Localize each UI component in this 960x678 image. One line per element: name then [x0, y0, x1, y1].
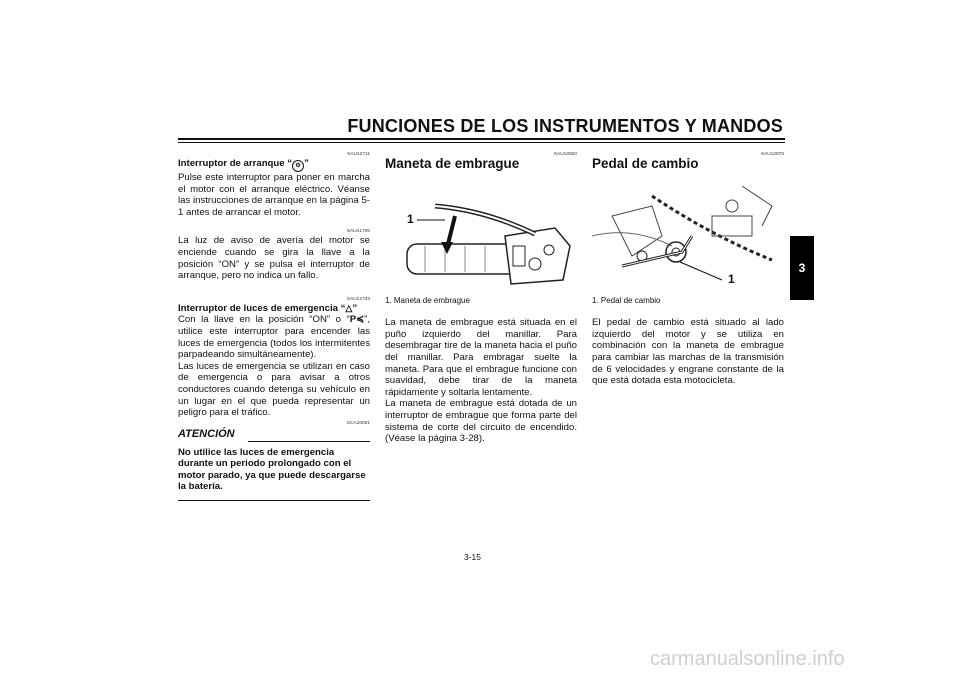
- section-code: SAU12820: [553, 152, 577, 157]
- figure-label: 1: [728, 271, 735, 286]
- clutch-lever-title: Maneta de embrague: [385, 156, 520, 171]
- watermark: carmanualsonline.info: [650, 648, 845, 670]
- hazard-triangle-icon: △: [345, 302, 353, 313]
- warning-end-rule: [178, 500, 370, 501]
- warning-text: No utilice las luces de emergencia durante un periodo prolongado con el motor parado, ya que puede descargarse la batería.: [178, 446, 366, 493]
- hazard-usage-paragraph: Las luces de emergencia se utilizan en caso de emergencia o para avisar a otros conductores cuando detenga su vehículo en un lugar en el que pueda representar un peligro para el tráfico.: [178, 360, 370, 419]
- shift-pedal-paragraph: El pedal de cambio está situado al lado izquierdo del motor y se utiliza en combinación con la maneta de embrague para cambiar las marchas de la transmisión de 6 velocidades y engrane constante de la que está dotada esta motocicleta.: [592, 317, 784, 387]
- engine-warning-paragraph: La luz de aviso de avería del motor se enciende cuando se gira la llave a la posición “ON” y se pulsa el interruptor de arranque, pero no indica un fallo.: [178, 235, 370, 282]
- clutch-paragraph-1: La maneta de embrague está situada en el puño izquierdo del manillar. Para desembragar tire de la maneta hacia el puño del manillar. Para embragar suelte la maneta. Para que el embrague funcione con suavidad, debe tirar de la maneta rápidamente y soltarla lentamente.: [385, 317, 577, 398]
- shift-pedal-figure: [592, 176, 784, 292]
- parking-icon: P≼: [349, 314, 365, 326]
- figure-label: 1: [407, 211, 414, 226]
- column-3: [592, 152, 784, 387]
- hazard-switch-heading: Interruptor de luces de emergencia “△”: [178, 302, 358, 314]
- page-title: FUNCIONES DE LOS INSTRUMENTOS Y MANDOS: [347, 116, 783, 136]
- header-rule: [178, 138, 785, 140]
- warning-rule: [248, 441, 370, 442]
- page-number: 3-15: [464, 552, 482, 562]
- section-code: SCA10061: [346, 420, 370, 426]
- section-code: SAU12711: [347, 152, 370, 157]
- shift-pedal-illustration: [592, 176, 784, 292]
- section-code: SAU12870: [760, 152, 784, 157]
- section-code: SAU12733: [346, 296, 370, 302]
- starter-paragraph: Pulse este interruptor para poner en marcha el motor con el arranque eléctrico. Véanse las instrucciones de arranque en la página 5-1 antes de arrancar el motor.: [178, 172, 370, 218]
- shift-pedal-title: Pedal de cambio: [592, 156, 699, 171]
- figure-caption: 1. Pedal de cambio: [592, 295, 661, 305]
- clutch-paragraph-2: La maneta de embrague está dotada de un interruptor de embrague que forma parte del sistema de corte del circuito de encendido. (Véase la página 3-28).: [385, 398, 577, 445]
- clutch-lever-figure: [385, 176, 575, 292]
- clutch-lever-illustration: [385, 176, 575, 292]
- header-rule-thin: [178, 142, 785, 143]
- hazard-paragraph: Con la llave en la posición “ON” o “P≼”, utilice este interruptor para encender las luces de emergencia (todos los intermitentes parpadeando simultáneamente).: [178, 314, 370, 361]
- starter-icon: ⚙: [292, 160, 304, 172]
- section-code: SAU41700: [346, 229, 370, 235]
- column-2: [385, 152, 577, 445]
- starter-switch-heading: Interruptor de arranque “ ⚙ ”: [178, 158, 370, 172]
- warning-title: ATENCIÓN: [178, 427, 235, 440]
- warning-header: [178, 429, 370, 447]
- figure-caption: 1. Maneta de embrague: [385, 295, 470, 305]
- chapter-tab[interactable]: 3: [790, 236, 814, 300]
- column-1: [178, 152, 370, 501]
